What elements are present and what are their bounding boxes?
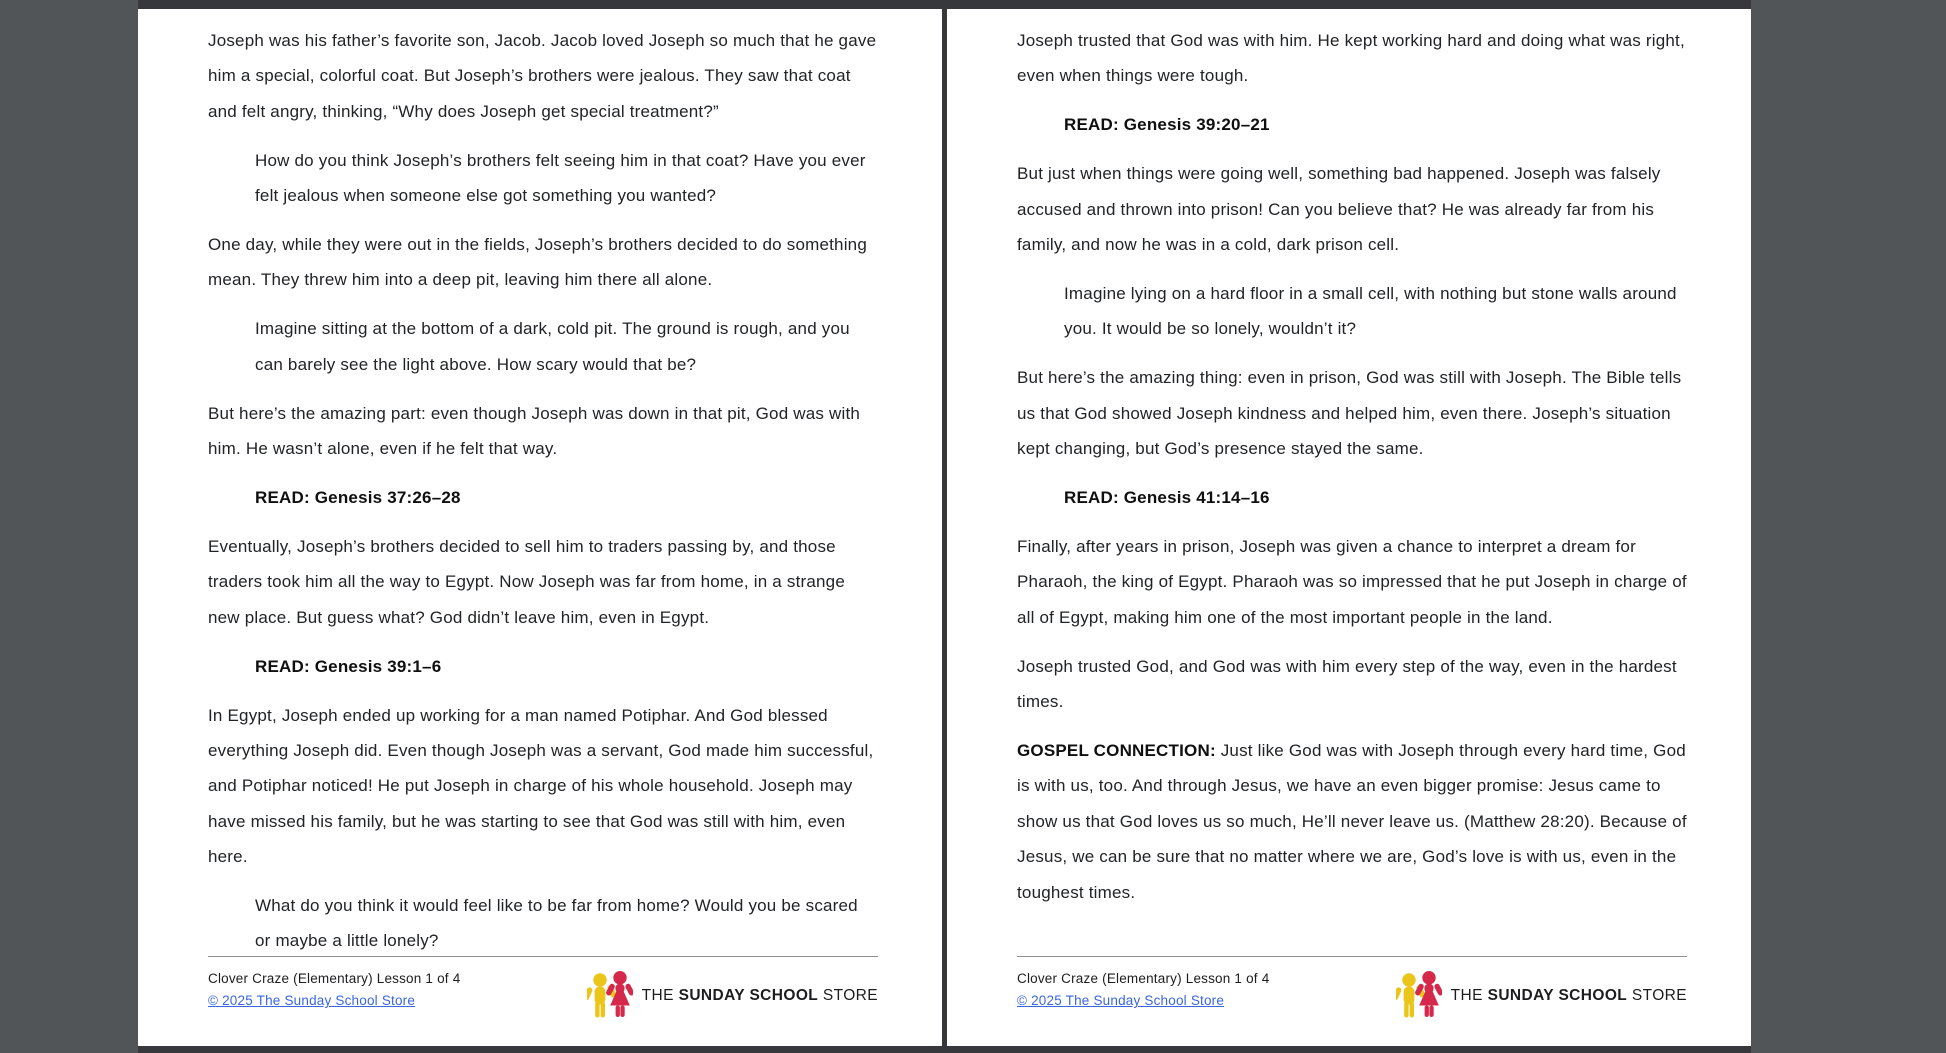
logo-text	[1451, 987, 1687, 1005]
page-footer	[208, 956, 878, 1021]
paragraph: But just when things were going well, something bad happened. Joseph was falsely accused and thrown into prison! Can you believe that? He was already far from his family, and now he was in a cold, dark prison cell.	[1017, 164, 1661, 255]
paragraph: Eventually, Joseph’s brothers decided to sell him to traders passing by, and those traders took him all the way to Egypt. Now Joseph was far from home, in a strange new place. But guess what? God didn’t leave him, even in Egypt.	[208, 536, 845, 627]
logo-word-the: THE	[1450, 987, 1483, 1004]
logo-word-sunday-school: SUNDAY SCHOOL	[678, 987, 819, 1004]
footer-meta	[1017, 968, 1269, 1012]
scripture-read-heading: READ: Genesis 39:1–6	[255, 656, 442, 676]
discussion-question: Imagine sitting at the bottom of a dark, cold pit. The ground is rough, and you can barely see the light above. How scary would that be?	[255, 319, 850, 374]
logo-word-sunday-school: SUNDAY SCHOOL	[1487, 987, 1628, 1004]
page-footer	[1017, 956, 1687, 1021]
two-children-icon	[587, 971, 633, 1021]
paragraph: But here’s the amazing part: even though Joseph was down in that pit, God was with him. He wasn’t alone, even if he felt that way.	[208, 403, 861, 459]
discussion-question: Imagine lying on a hard floor in a small cell, with nothing but stone walls around you. It would be so lonely, wouldn’t it?	[1064, 283, 1677, 339]
two-children-icon	[1396, 971, 1442, 1021]
paragraph: But here’s the amazing thing: even in prison, God was still with Joseph. The Bible tells us that God showed Joseph kindness and helped him, even there. Joseph’s situation kept changing, but God’s presence stayed the same.	[1017, 368, 1682, 459]
logo-text	[642, 987, 878, 1005]
gospel-connection-label: GOSPEL CONNECTION:	[1017, 740, 1216, 760]
page-right-content	[947, 9, 1751, 910]
lesson-label: Clover Craze (Elementary) Lesson 1 of 4	[1017, 971, 1270, 986]
logo-word-store: STORE	[822, 987, 878, 1004]
pdf-page-spread	[138, 0, 1751, 1053]
footer-meta	[208, 968, 460, 1012]
paragraph: Joseph was his father’s favorite son, Jacob. Jacob loved Joseph so much that he gave him a special, colorful coat. But Joseph’s brothers were jealous. They saw that coat and felt angry, thinking, “Why does Joseph get special treatment?”	[208, 31, 877, 121]
paragraph: Joseph trusted that God was with him. He kept working hard and doing what was right, even when things were tough.	[1017, 31, 1685, 86]
discussion-question: How do you think Joseph’s brothers felt seeing him in that coat? Have you ever felt jealous when someone else got something you wanted?	[255, 150, 866, 206]
document-page-left	[138, 9, 942, 1046]
page-left-content	[138, 9, 942, 959]
discussion-question: What do you think it would feel like to be far from home? Would you be scared or maybe a little lonely?	[255, 896, 858, 951]
paragraph: Finally, after years in prison, Joseph was given a chance to interpret a dream for Pharaoh, the king of Egypt. Pharaoh was so impressed that he put Joseph in charge of all of Egypt, making him one of the most important people in the land.	[1017, 536, 1687, 627]
document-page-right	[947, 9, 1751, 1046]
copyright-link[interactable]: © 2025 The Sunday School Store	[1017, 993, 1225, 1008]
sunday-school-store-logo	[587, 971, 878, 1021]
logo-word-the: THE	[641, 987, 674, 1004]
lesson-label: Clover Craze (Elementary) Lesson 1 of 4	[208, 971, 461, 986]
paragraph: One day, while they were out in the fields, Joseph’s brothers decided to do something mean. They threw him into a deep pit, leaving him there all alone.	[208, 235, 867, 290]
scripture-read-heading: READ: Genesis 41:14–16	[1064, 487, 1270, 507]
paragraph: Joseph trusted God, and God was with him every step of the way, even in the hardest times.	[1017, 656, 1677, 711]
logo-word-store: STORE	[1631, 987, 1687, 1004]
gospel-connection-paragraph	[1017, 733, 1687, 910]
gospel-connection-text: Just like God was with Joseph through every hard time, God is with us, too. And through Jesus, we have an even bigger promise: Jesus came to show us that God loves us so much, He’ll never leave us. (Matthew 28:20). Because of Jesus, we can be sure that no matter where we are, God’s love is with us, even in the toughest times.	[1017, 740, 1687, 902]
scripture-read-heading: READ: Genesis 37:26–28	[255, 487, 461, 507]
copyright-link[interactable]: © 2025 The Sunday School Store	[208, 993, 416, 1008]
paragraph: In Egypt, Joseph ended up working for a man named Potiphar. And God blessed everything Joseph did. Even though Joseph was a servant, God made him successful, and Potiphar noticed! He put Joseph in charge of his whole household. Joseph may have missed his family, but he was starting to see that God was still with him, even here.	[208, 705, 874, 867]
scripture-read-heading: READ: Genesis 39:20–21	[1064, 115, 1270, 135]
sunday-school-store-logo	[1396, 971, 1687, 1021]
